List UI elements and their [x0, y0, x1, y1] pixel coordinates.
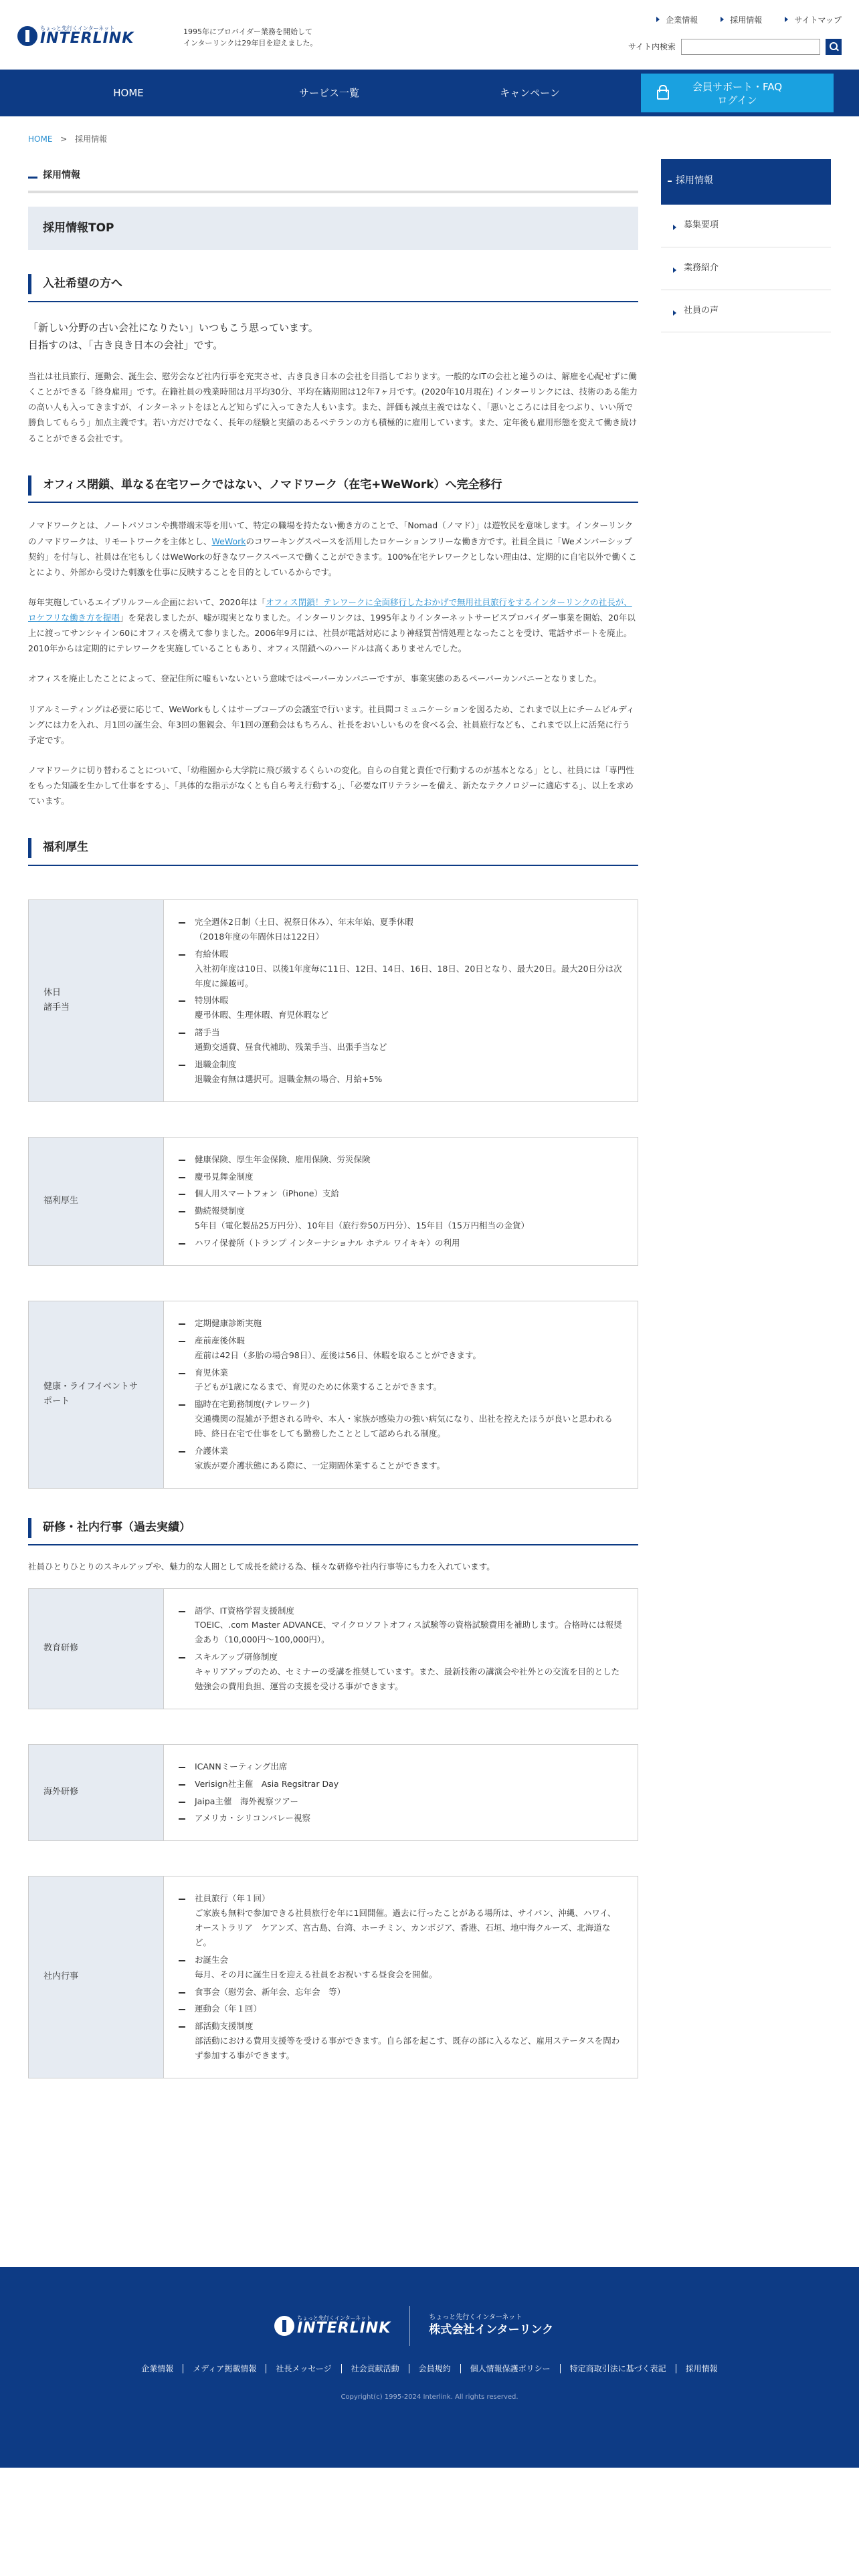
benefit-list	[164, 900, 638, 1101]
benefit-item	[179, 1236, 623, 1251]
benefit-item-detail: 退職金有無は選択可。退職金無の場合、月給+5%	[195, 1073, 383, 1084]
benefit-item-detail: 産前は42日（多胎の場合98日）、産後は56日、休暇を取ることができます。	[195, 1350, 481, 1360]
benefit-item-title: 部活動支援制度	[195, 2021, 254, 2032]
benefit-item	[179, 1777, 623, 1792]
benefit-category	[29, 1876, 164, 2078]
benefit-category	[29, 1301, 164, 1488]
site-logo[interactable]	[17, 19, 151, 53]
benefit-category	[29, 1589, 164, 1709]
footer-logo[interactable]	[274, 2306, 553, 2346]
footer-link[interactable]: 社長メッセージ	[266, 2364, 341, 2373]
breadcrumb-separator: >	[60, 134, 68, 144]
footer-link[interactable]: 個人情報保護ポリシー	[460, 2364, 560, 2373]
search-label: サイト内検索	[628, 41, 676, 51]
benefit-item-title: 運動会（年１回）	[195, 2004, 262, 2014]
benefit-item	[179, 2002, 623, 2016]
sidebar-item-voices[interactable]: 社員の声	[661, 290, 831, 333]
site-footer	[0, 2267, 859, 2468]
benefit-item-detail: キャリアアップのため、セミナーの受講を推奨しています。また、最新技術の講演会や社外との交流を目的とした勉強会の費用負担、運営の支援を受ける事ができます。	[195, 1667, 620, 1691]
lead-line-1: 「新しい分野の古い会社になりたい」いつもこう思っています。	[28, 322, 318, 334]
benefit-item-title: 定期健康診断実施	[195, 1317, 262, 1328]
footer-company-sub: ちょっと先行くインターネット	[429, 2314, 522, 2322]
benefit-item-title: 退職金制度	[195, 1059, 237, 1069]
benefit-item-title: 社員旅行（年１回）	[195, 1893, 270, 1904]
benefit-item-title: お誕生会	[195, 1954, 229, 1965]
lead-text	[28, 320, 638, 354]
top-link-recruit[interactable]: 採用情報	[721, 13, 762, 27]
paragraph-text: 」を発表しましたが、嘘が現実となりました。インターリンクは、1995年よりインターネットサービスプロバイダー事業を開始、20年以上に渡ってサンシャイン60にオフィスを構えて参りました。2006年9月には、社員が電話対応により神経質苦情処理となったことを受け、電話サポートを廃止。2010年からは定期的にテレワークを実施していることもあり、オフィス閉鎖へのハードルは高くありませんでした。	[28, 613, 636, 654]
benefit-list	[164, 1745, 638, 1841]
support-label: 会員サポート・FAQ	[692, 81, 783, 93]
benefit-item	[179, 1985, 623, 2000]
benefit-table	[28, 1137, 638, 1266]
benefit-item	[179, 1333, 623, 1363]
footer-divider	[409, 2306, 410, 2346]
benefit-item-title: 特別休暇	[195, 995, 229, 1006]
benefit-item	[179, 993, 623, 1023]
footer-link[interactable]: 企業情報	[141, 2364, 174, 2373]
copyright: Copyright(c) 1995-2024 Interlink. All rights reserved.	[341, 2393, 518, 2401]
member-support-button[interactable]	[641, 74, 834, 112]
sidebar-item-business[interactable]: 業務紹介	[661, 247, 831, 290]
footer-link[interactable]: 社会貢献活動	[341, 2364, 409, 2373]
category-label: 福利厚生	[43, 1195, 79, 1206]
lead-line-2: 目指すのは、「古き良き日本の会社」です。	[28, 338, 223, 351]
search-icon[interactable]	[826, 39, 842, 55]
footer-link[interactable]: 会員規約	[409, 2364, 460, 2373]
benefit-item-title: 完全週休2日制（土日、祝祭日休み）、年末年始、夏季休暇	[195, 917, 413, 927]
category-label: ポート	[43, 1396, 70, 1407]
benefit-item-detail: 通勤交通費、昼食代補助、残業手当、出張手当など	[195, 1042, 387, 1052]
footer-logo-subtitle: ちょっと先行くインターネット	[297, 2315, 372, 2321]
tagline-line-1: 1995年にプロバイダー業務を開始して	[183, 27, 312, 36]
benefit-item-title: 育児休業	[195, 1367, 229, 1378]
benefit-item	[179, 1186, 623, 1201]
section-heading: 採用情報	[28, 159, 638, 193]
breadcrumb	[28, 132, 107, 146]
section-title-applicants: 入社希望の方へ	[28, 274, 638, 302]
category-label: 諸手当	[43, 1002, 70, 1013]
benefit-item	[179, 1316, 623, 1331]
benefit-table	[28, 1744, 638, 1842]
category-label: 休日	[43, 987, 62, 998]
benefit-item-title: スキルアップ研修制度	[195, 1652, 278, 1662]
main-content	[28, 159, 638, 2078]
benefit-item-detail: 慶弔休暇、生理休暇、育児休暇など	[195, 1010, 329, 1021]
benefit-table	[28, 1876, 638, 2078]
benefit-list	[164, 1876, 638, 2078]
benefit-item-title: 健康保険、厚生年金保険、雇用保険、労災保険	[195, 1154, 371, 1164]
benefit-item	[179, 1366, 623, 1395]
paragraph: ノマドワークに切り替わることについて、「幼稚園から大学院に飛び級するくらいの変化。自らの自覚と責任で行動するのが基本となる」とし、社員には「専門性をもった知識を生かして仕事をする」、「具体的な指示がなくとも自ら考え行動する」、「必要なITリテラシーを備え、新たなテクノロジーに適応する」、以上を求めています。	[28, 764, 634, 807]
benefit-item-title: 語学、IT資格学習支援制度	[195, 1605, 294, 1616]
benefit-item-detail: 交通機関の混雑が予想される時や、本人・家族が感染力の強い病気になり、出社を控えたほうが良いと思われる時、終日在宅で仕事をしても勤務したこととして認められる制度。	[195, 1414, 613, 1438]
footer-company-name: 株式会社インターリンク	[429, 2323, 554, 2337]
benefit-item-detail: 5年目（電化製品25万円分）、10年目（旅行券50万円分）、15年目（15万円相当の金貨）	[195, 1220, 529, 1231]
footer-links	[0, 2362, 859, 2376]
category-label: 教育研修	[43, 1642, 79, 1653]
benefit-item	[179, 1604, 623, 1648]
benefit-category	[29, 900, 164, 1101]
benefit-item	[179, 1397, 623, 1441]
category-label: 健康・ライフイベントサ	[43, 1381, 138, 1392]
section-title-welfare: 福利厚生	[28, 838, 638, 866]
benefit-item-title: 食事会（慰労会、新年会、忘年会 等）	[195, 1986, 346, 1997]
benefit-item-detail: 入社初年度は10日、以後1年度毎に11日、12日、14日、16日、18日、20日となり、最大20日。最大20日分は次年度に繰越可。	[195, 963, 622, 988]
page-title: 採用情報TOP	[28, 207, 638, 251]
wework-link[interactable]: WeWork	[211, 536, 246, 546]
benefit-category	[29, 1138, 164, 1265]
paragraph: 当社は社員旅行、運動会、誕生会、慰労会など社内行事を充実させ、古き良き日本の会社を目指しております。一般的なITの会社と違うのは、解雇を心配せずに働くことができる「終身雇用」です。在籍社員の残業時間は月平均30分、平均在籍期間は12年7ヶ月です。(2020年10月現在) インターリンクには、技術のある能力の高い人も入ってきますが、インターネットをほとんど知らずに入ってきた人もいます。また、評価も減点主義ではなく、「悪いところには目をつぶり、いい所で勝負してもらう」加点主義です。若い方だけでなく、長年の経験と実績のあるベテランの方も積極的に雇用しています。また、定年後も雇用形態を変えて働き続けることができる会社です。	[28, 371, 638, 443]
benefit-item	[179, 1794, 623, 1809]
benefit-table	[28, 1301, 638, 1489]
benefit-item	[179, 1759, 623, 1774]
benefit-item	[179, 1025, 623, 1055]
benefit-list	[164, 1138, 638, 1265]
benefit-item	[179, 1891, 623, 1950]
sidebar-item-requirements[interactable]: 募集要項	[661, 205, 831, 247]
welfare-tables	[28, 899, 638, 1489]
nav-services[interactable]: サービス一覧	[298, 86, 359, 99]
site-header	[0, 0, 859, 70]
benefit-item	[179, 915, 623, 944]
benefit-item-title: 勤続報奨制度	[195, 1206, 246, 1216]
logo-mark-icon	[274, 2316, 294, 2336]
benefit-list	[164, 1589, 638, 1709]
benefit-item-title: ハワイ保養所（トランプ インターナショナル ホテル ワイキキ）の利用	[195, 1238, 460, 1248]
paragraph-text: のコワーキングスペースを活用したロケーションフリーな働き方です。社員全員に「Weメンバーシップ契約」を付与し、社員は在宅もしくはWeWorkの好きなワークスペースで働くことができます。100%在宅テレワークとしない理由は、定期的に自宅以外で働くことにより、外部から受けた刺激を仕事に反映することを目的としているからです。	[28, 536, 637, 577]
top-links	[656, 13, 842, 27]
benefit-item	[179, 1204, 623, 1233]
section-title-training: 研修・社内行事（過去実績）	[28, 1518, 638, 1546]
category-label: 社内行事	[43, 1971, 79, 1982]
footer-logo-wordmark: INTERLINK	[297, 2320, 391, 2337]
sidebar-head[interactable]: 採用情報	[661, 159, 831, 205]
benefit-table	[28, 1588, 638, 1709]
training-intro: 社員ひとりひとりのスキルアップや、魅力的な人間として成長を続ける為、様々な研修や社内行事等にも力を入れています。	[28, 1562, 495, 1572]
login-label: ログイン	[717, 94, 757, 106]
benefit-item-title: 諸手当	[195, 1027, 220, 1038]
benefit-item	[179, 1057, 623, 1087]
benefit-item-title: ICANNミーティング出席	[195, 1761, 288, 1772]
benefit-item-title: 臨時在宅勤務制度(テレワーク)	[195, 1399, 310, 1410]
benefit-item	[179, 1953, 623, 1982]
site-search	[628, 39, 842, 55]
benefit-item-title: 介護休業	[195, 1445, 229, 1456]
benefit-item	[179, 947, 623, 991]
benefit-item-title: アメリカ・シリコンバレー視察	[195, 1813, 311, 1824]
global-nav	[0, 70, 859, 116]
header-tagline	[183, 27, 317, 49]
breadcrumb-home[interactable]: HOME	[28, 134, 53, 144]
footer-link[interactable]: 採用情報	[676, 2364, 727, 2373]
benefit-item-detail: TOEIC、.com Master ADVANCE、マイクロソフトオフィス試験等の資格試験費用を補助します。合格時には報奨金あり（10,000円〜100,000円）。	[195, 1620, 622, 1645]
paragraph-text: 毎年実施しているエイプリルフール企画において、2020年は「	[28, 597, 266, 607]
sidebar	[661, 159, 831, 332]
benefit-item-detail: 毎月、その月に誕生日を迎える社員をお祝いする昼食会を開催。	[195, 1969, 438, 1979]
benefit-list	[164, 1301, 638, 1488]
benefit-item-title: 産前産後休暇	[195, 1335, 246, 1346]
benefit-item-detail: 家族が要介護状態にある際に、一定期間休業することができます。	[195, 1460, 446, 1471]
benefit-item-detail: 部活動における費用支援等を受ける事ができます。自ら部を起こす、既存の部に入るなど、雇用ステータスを問わず参加する事ができます。	[195, 2036, 620, 2060]
benefit-item-detail: 子どもが1歳になるまで、育児のために休業することができます。	[195, 1382, 442, 1392]
benefit-category	[29, 1745, 164, 1841]
benefit-item-title: Verisign社主催 Asia Regsitrar Day	[195, 1778, 339, 1789]
footer-link[interactable]: メディア掲載情報	[183, 2364, 266, 2373]
category-label: 海外研修	[43, 1787, 79, 1798]
paragraph-text: ノマドワークとは、ノートパソコンや携帯端末等を用いて、特定の職場を持たない働き方のことで、「Nomad（ノマド）」は遊牧民を意味します。インターリンクのノマドワークは、リモートワークを主体とし、	[28, 520, 634, 546]
paragraph: オフィスを廃止したことによって、登記住所に嘘もいないという意味ではペーパーカンパニーですが、事業実態のあるペーパーカンパニーとなりました。	[28, 673, 602, 684]
logo-mark-icon	[17, 26, 37, 46]
training-tables	[28, 1588, 638, 2078]
footer-link[interactable]: 特定商取引法に基づく表記	[560, 2364, 676, 2373]
benefit-item-detail: （2018年度の年間休日は122日）	[195, 931, 324, 942]
paragraph	[28, 518, 638, 580]
logo-wordmark: INTERLINK	[40, 30, 134, 47]
paragraph	[28, 595, 638, 657]
section-title-nomad: オフィス閉鎖、単なる在宅ワークではない、ノマドワーク（在宅+WeWork）へ完全移行	[28, 475, 638, 504]
benefit-item-title: 慶弔見舞金制度	[195, 1171, 254, 1182]
breadcrumb-current: 採用情報	[75, 134, 108, 144]
nav-home[interactable]: HOME	[113, 86, 144, 99]
benefit-item-detail: ご家族も無料で参加できる社員旅行を年に1回開催。過去に行ったことがある場所は、サイパン、沖縄、ハワイ、オーストラリア ケアンズ、宮古島、台湾、ホーチミン、カンボジア、香港、石垣、地中海クルーズ、北海道など。	[195, 1908, 616, 1947]
april-fool-link[interactable]: オフィス閉鎖！テレワークに全面移行したおかげで無用社員旅行をするインターリンクの社長が、ロケフリな働き方を提唱	[28, 597, 632, 623]
search-input[interactable]	[681, 39, 820, 55]
benefit-item-title: Jaipa主催 海外視察ツアー	[195, 1796, 299, 1806]
benefit-item-title: 有給休暇	[195, 948, 229, 959]
top-link-company[interactable]: 企業情報	[656, 13, 698, 27]
nav-campaign[interactable]: キャンペーン	[500, 86, 560, 99]
top-link-sitemap[interactable]: サイトマップ	[785, 13, 842, 27]
paragraph: リアルミーティングは必要に応じて、WeWorkもしくはサーブコープの会議室で行います。社員間コミュニケーションを図るため、これまで以上にチームビルディングには力を入れ、月1回の誕生会、年3回の懇親会、年1回の運動会はもちろん、社長をおいしいものを食べる会、社員旅行なども、これまで以上に活発に行う予定です。	[28, 704, 635, 745]
benefit-table	[28, 899, 638, 1102]
tagline-line-2: インターリンクは29年目を迎えました。	[183, 38, 318, 47]
benefit-item	[179, 1811, 623, 1826]
benefit-item	[179, 1170, 623, 1184]
benefit-item	[179, 1152, 623, 1167]
benefit-item	[179, 1650, 623, 1694]
benefit-item-title: 個人用スマートフォン（iPhone）支給	[195, 1188, 339, 1199]
benefit-item	[179, 2019, 623, 2063]
benefit-item	[179, 1444, 623, 1473]
logo-subtitle: ちょっと先行くインターネット	[40, 25, 115, 31]
